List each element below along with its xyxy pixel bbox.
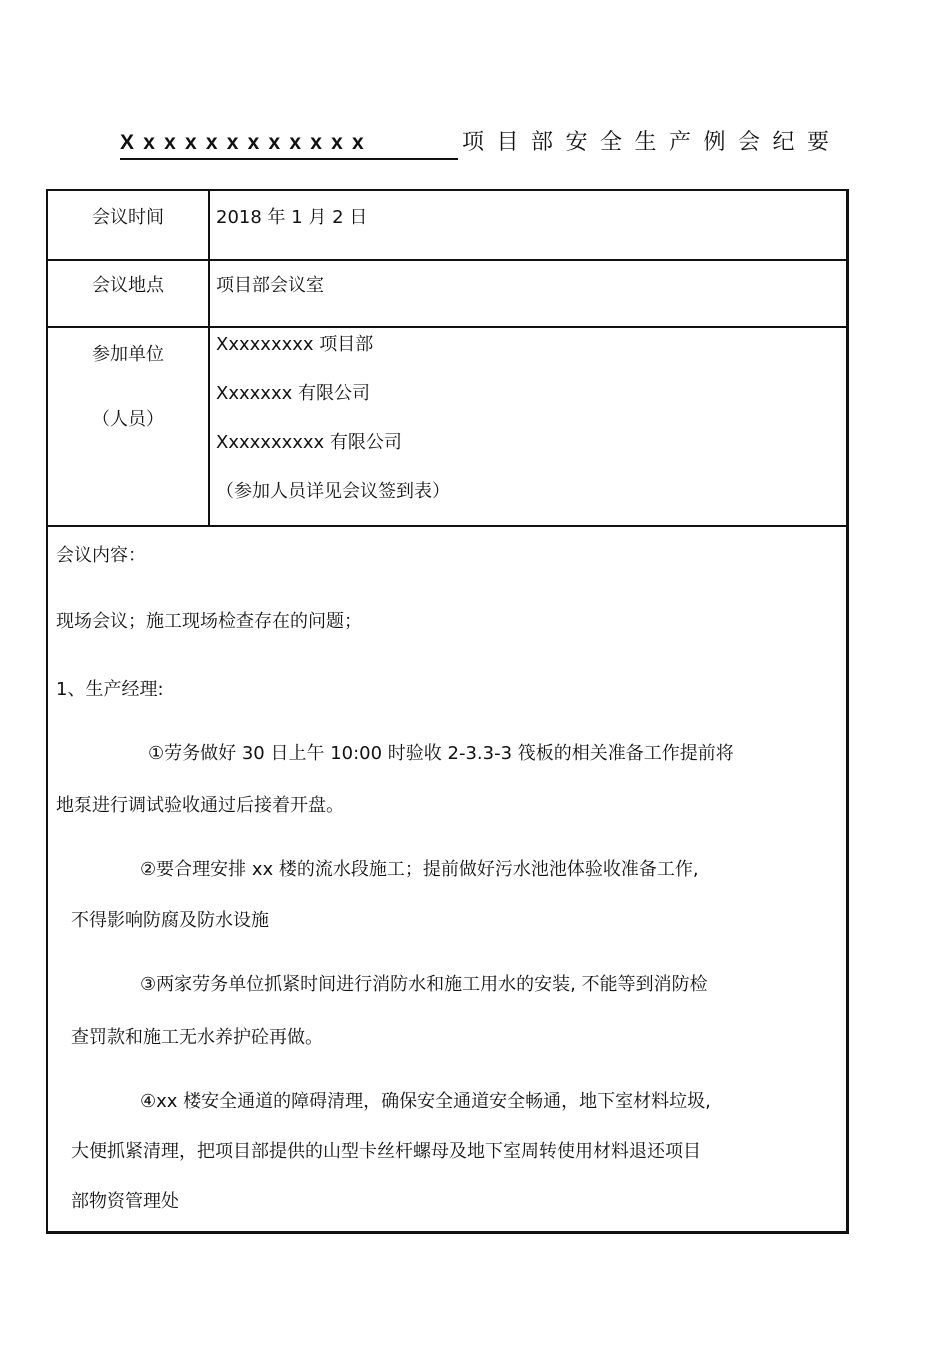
- content-heading: 会议内容：: [56, 545, 146, 566]
- item-text: 查罚款和施工无水养护砼再做。: [71, 1027, 323, 1048]
- item-text: 大便抓紧清理，把项目部提供的山型卡丝杆螺母及地下室周转使用材料退还项目: [71, 1141, 701, 1162]
- label-cell: [48, 191, 210, 259]
- value-cell: [216, 191, 840, 259]
- label-cell: [48, 259, 210, 326]
- row-attendees: [48, 326, 846, 527]
- attendee-note: （参加人员详见会议签到表）: [216, 481, 450, 502]
- row-meeting-place: [48, 259, 846, 328]
- value-cell: [216, 259, 840, 326]
- item-text: ②要合理安排 xx 楼的流水段施工；提前做好污水池池体验收准备工作,: [140, 859, 699, 880]
- attendee-unit: Xxxxxxxxx 项目部: [216, 334, 374, 355]
- meeting-time-value: 2018 年 1 月 2 日: [216, 207, 368, 228]
- meeting-time-label: 会议时间: [92, 207, 164, 228]
- minutes-table: [46, 189, 849, 1234]
- item-text: ④xx 楼安全通道的障碍清理，确保安全通道安全畅通，地下室材料垃圾,: [140, 1091, 711, 1112]
- attendee-unit: Xxxxxxxxxx 有限公司: [216, 432, 402, 453]
- item-text: 地泵进行调试验收通过后接着开盘。: [56, 795, 344, 816]
- content-intro: 现场会议；施工现场检查存在的问题；: [56, 611, 362, 632]
- row-meeting-time: [48, 191, 846, 261]
- meeting-place-label: 会议地点: [92, 275, 164, 296]
- attendees-label-sub: （人员）: [92, 409, 164, 430]
- item-text: 部物资管理处: [71, 1191, 179, 1212]
- attendees-label: 参加单位: [92, 344, 164, 365]
- project-name: Xxxxxxxxxxxx: [120, 128, 458, 160]
- document-title: [120, 128, 880, 160]
- label-cell: [48, 326, 210, 525]
- attendee-unit: Xxxxxxx 有限公司: [216, 383, 370, 404]
- value-cell: [216, 326, 840, 525]
- section-title: 1、生产经理:: [56, 679, 164, 700]
- item-text: 不得影响防腐及防水设施: [71, 910, 269, 931]
- item-text: ③两家劳务单位抓紧时间进行消防水和施工用水的安装, 不能等到消防检: [140, 974, 708, 995]
- item-text: ①劳务做好 30 日上午 10:00 时验收 2-3.3-3 筏板的相关准备工作提前将: [148, 743, 734, 764]
- title-suffix: 项目部安全生产例会纪要: [462, 130, 842, 155]
- meeting-place-value: 项目部会议室: [216, 275, 324, 296]
